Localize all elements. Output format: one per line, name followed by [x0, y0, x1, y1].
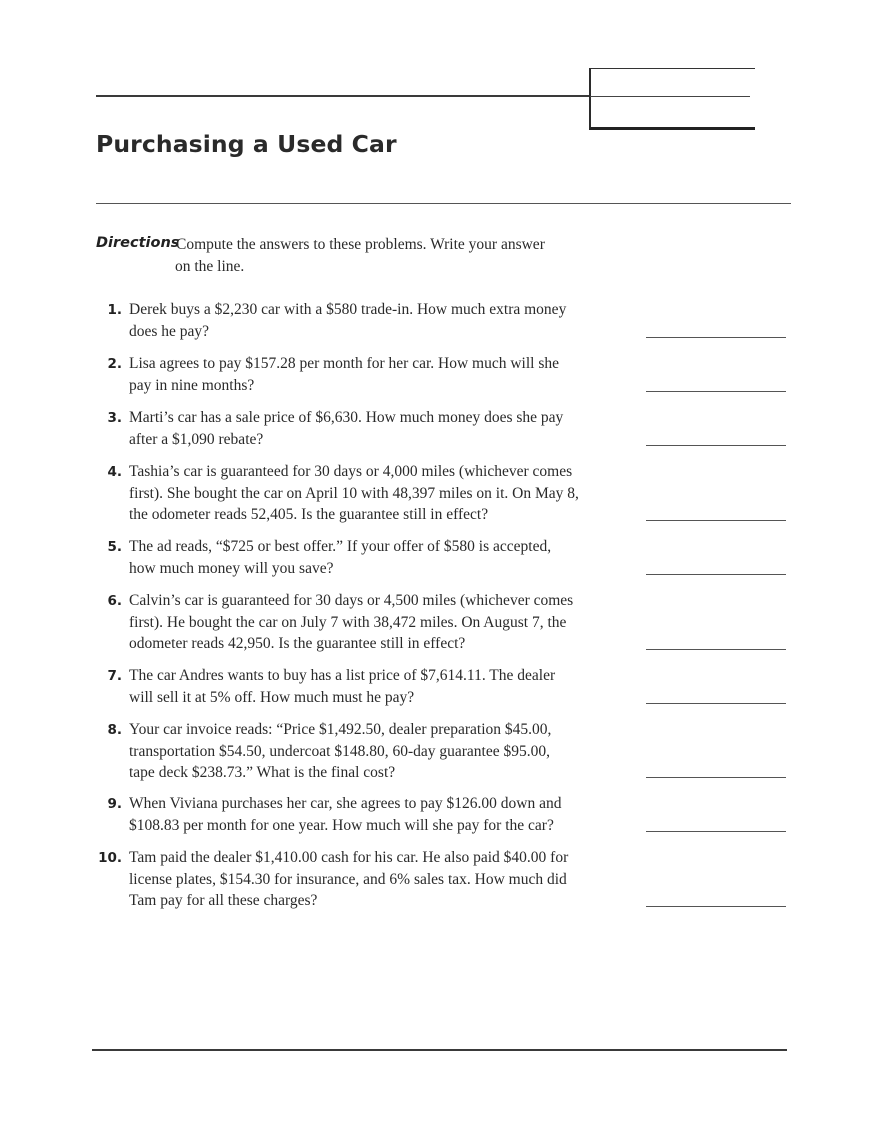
question-text: Lisa agrees to pay $157.28 per month for her car. How much will she pay in nine months? — [129, 355, 560, 394]
answer-line-6[interactable] — [646, 649, 786, 650]
question-text: The ad reads, “$725 or best offer.” If your offer of $580 is accepted, how much money will you save? — [129, 538, 552, 577]
question-text: When Viviana purchases her car, she agrees to pay $126.00 down and $108.83 per month for one year. How much will she pay for the car? — [129, 795, 562, 834]
question-text: Tashia’s car is guaranteed for 30 days or 4,000 miles (whichever comes first). She bought the car on April 10 with 48,397 miles on it. On May 8, the odometer reads 52,405. Is the guarantee still in effect? — [129, 463, 579, 523]
question-number: 7. — [107, 668, 122, 684]
question-text: Derek buys a $2,230 car with a $580 trade-in. How much extra money does he pay? — [129, 301, 567, 340]
directions-line-2: on the line. — [175, 257, 245, 275]
directions-label: Directions — [96, 235, 180, 251]
question-text: The car Andres wants to buy has a list price of $7,614.11. The dealer will sell it at 5% off. How much must he pay? — [129, 667, 556, 706]
question-number: 2. — [107, 356, 122, 372]
directions-text — [176, 234, 596, 277]
question-text: Calvin’s car is guaranteed for 30 days or 4,500 miles (whichever comes first). He bought the car on July 7 with 38,472 miles. On August 7, the odometer reads 42,950. Is the guarantee still in effect? — [129, 592, 574, 652]
question-number: 10. — [98, 850, 122, 866]
question-number: 5. — [107, 539, 122, 555]
answer-line-7[interactable] — [646, 703, 786, 704]
name-date-box[interactable] — [589, 68, 755, 130]
name-date-box-divider — [590, 96, 750, 97]
question-text: Marti’s car has a sale price of $6,630. How much money does she pay after a $1,090 rebate? — [129, 409, 564, 448]
question-number: 4. — [107, 464, 122, 480]
header-rule — [96, 95, 590, 97]
question-number: 6. — [107, 593, 122, 609]
answer-line-1[interactable] — [646, 337, 786, 338]
title-rule — [96, 203, 791, 204]
page-title: Purchasing a Used Car — [96, 130, 397, 158]
directions-line-1: Compute the answers to these problems. Write your answer — [176, 236, 545, 253]
answer-line-3[interactable] — [646, 445, 786, 446]
answer-line-8[interactable] — [646, 777, 786, 778]
question-number: 9. — [107, 796, 122, 812]
question-number: 8. — [107, 722, 122, 738]
footer-rule — [92, 1049, 787, 1051]
question-number: 3. — [107, 410, 122, 426]
question-number: 1. — [107, 302, 122, 318]
question-text: Tam paid the dealer $1,410.00 cash for his car. He also paid $40.00 for license plates, $154.30 for insurance, and 6% sales tax. How much did Tam pay for all these charges? — [129, 849, 569, 909]
answer-line-9[interactable] — [646, 831, 786, 832]
answer-line-4[interactable] — [646, 520, 786, 521]
answer-line-5[interactable] — [646, 574, 786, 575]
question-text: Your car invoice reads: “Price $1,492.50, dealer preparation $45.00, transportation $54.50, undercoat $148.80, 60-day guarantee $95.00, tape deck $238.73.” What is the final cost? — [129, 721, 552, 781]
answer-line-10[interactable] — [646, 906, 786, 907]
answer-line-2[interactable] — [646, 391, 786, 392]
